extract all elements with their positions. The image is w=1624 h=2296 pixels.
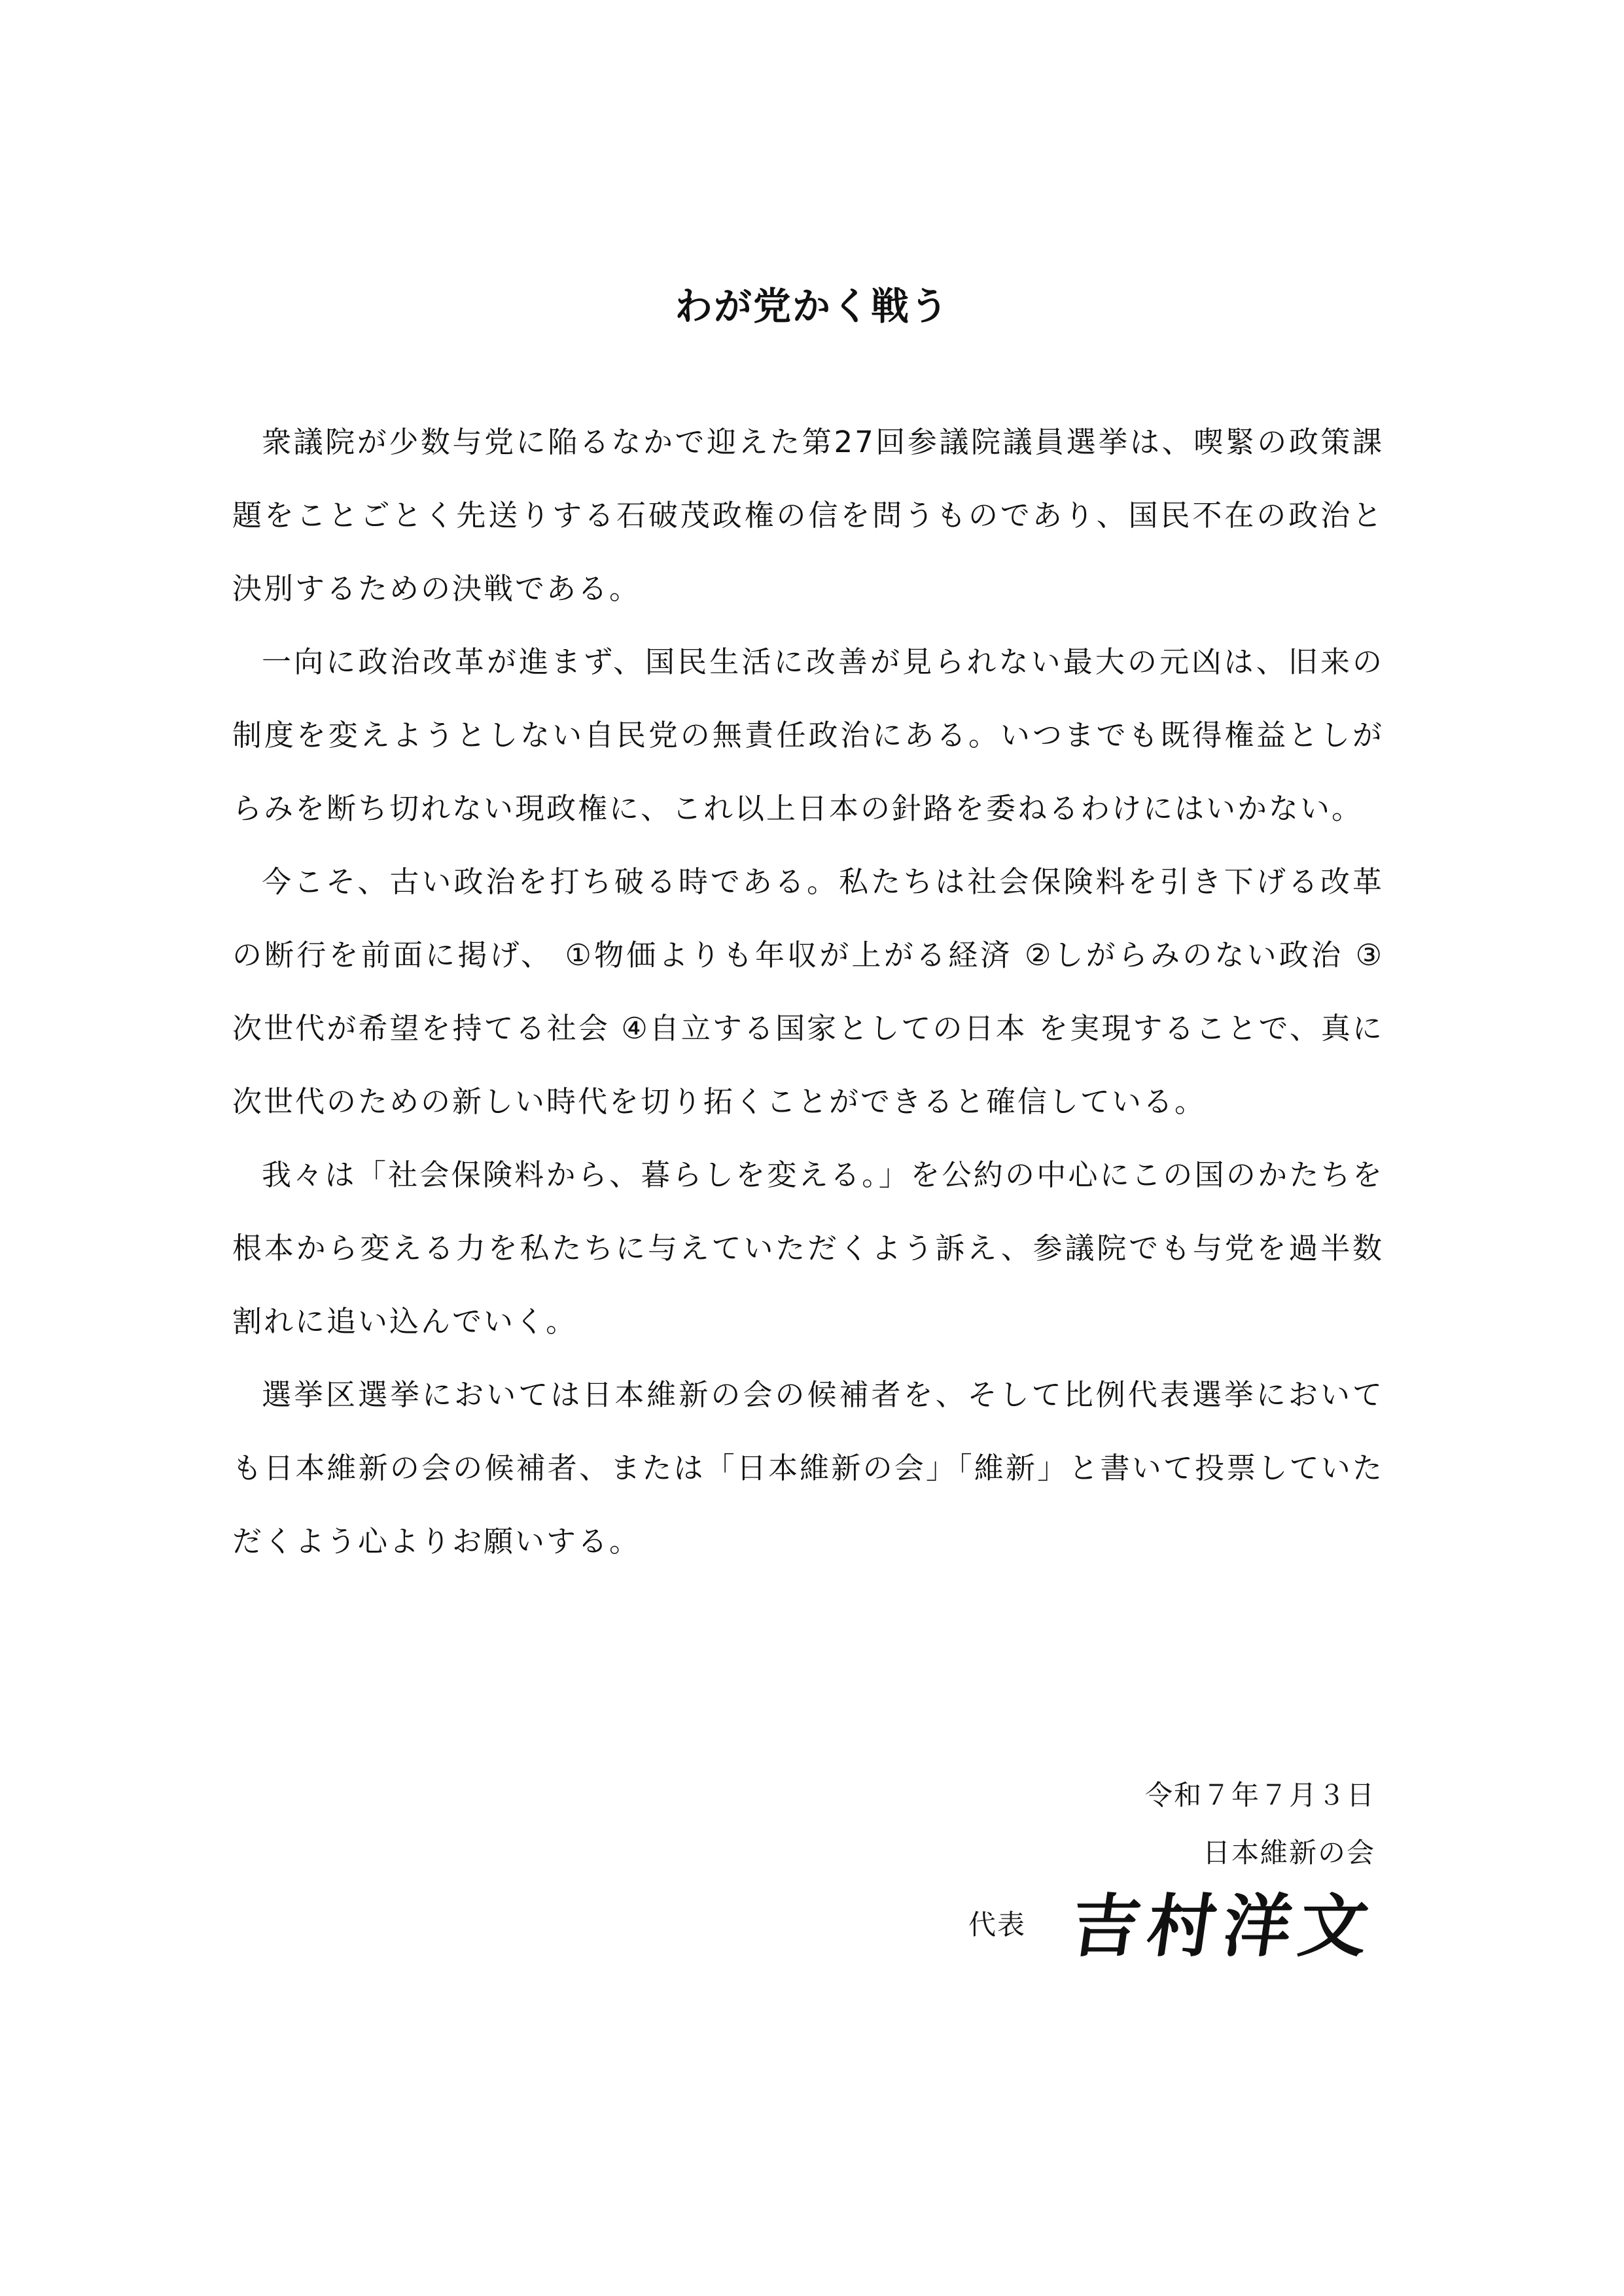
signature-row <box>968 1886 1381 1966</box>
organization-name: 日本維新の会 <box>1202 1837 1375 1869</box>
closing-block <box>968 1767 1381 1966</box>
paragraph: 選挙区選挙においては日本維新の会の候補者を、そして比例代表選挙においても日本維新の会の候補者、または「日本維新の会」「維新」と書いて投票していただくよう心よりお願いする。 <box>232 1377 1384 1559</box>
body-text <box>232 406 1384 1578</box>
date: 令和７年７月３日 <box>1144 1779 1375 1811</box>
representative-title: 代表 <box>968 1909 1026 1941</box>
paragraph: 我々は「社会保険料から、暮らしを変える。」を公約の中心にこの国のかたちを根本から変える力を私たちに与えていただくよう訴え、参議院でも与党を過半数割れに追い込んでいく。 <box>232 1157 1384 1339</box>
paragraph: 一向に政治改革が進まず、国民生活に改善が見られない最大の元凶は、旧来の制度を変えようとしない自民党の無責任政治にある。いつまでも既得権益としがらみを断ち切れない現政権に、これ以上日本の針路を委ねるわけにはいかない。 <box>232 645 1384 826</box>
paragraph: 衆議院が少数与党に陥るなかで迎えた第27回参議院議員選挙は、喫緊の政策課題をことごとく先送りする石破茂政権の信を問うものであり、国民不在の政治と決別するための決戦である。 <box>232 425 1384 606</box>
signature: 吉村洋文 <box>1066 1886 1381 1966</box>
paragraph: 今こそ、古い政治を打ち破る時である。私たちは社会保険料を引き下げる改革の断行を前面に掲げ、 ①物価よりも年収が上がる経済 ②しがらみのない政治 ③次世代が希望を持てる社会 ④自立する国家としての日本 を実現することで、真に次世代のための新しい時代を切り拓くことができると確信している。 <box>232 864 1384 1119</box>
page-title: わが党かく戦う <box>674 284 949 328</box>
